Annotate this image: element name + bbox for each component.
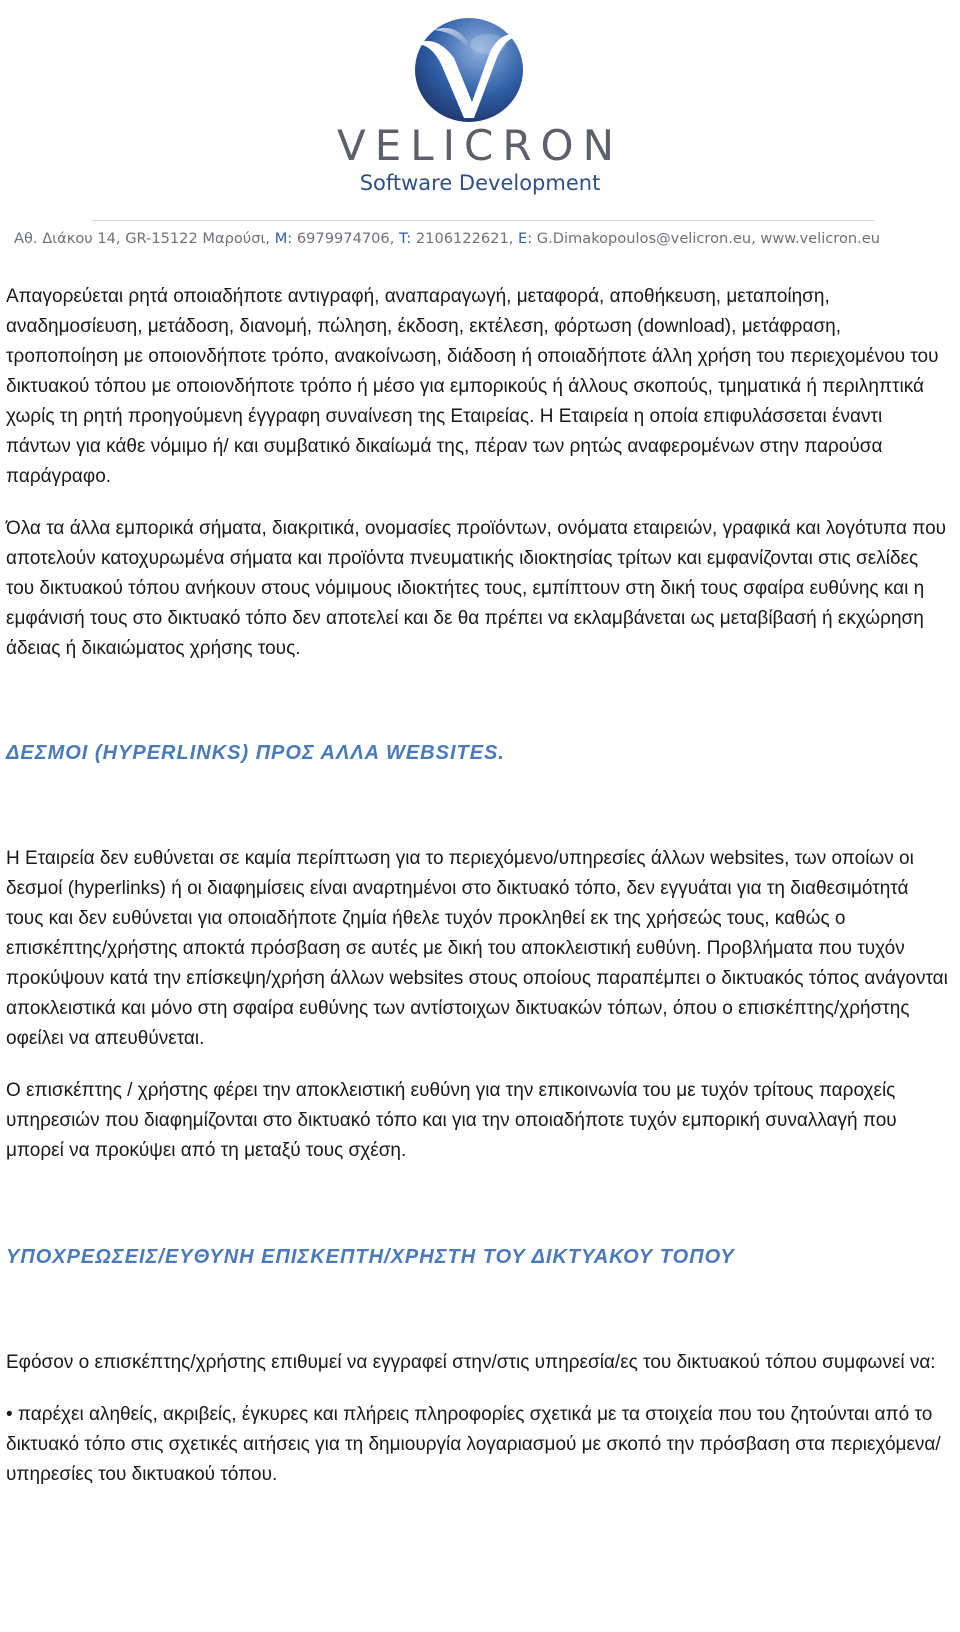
letterhead [0,0,960,260]
velicron-v-logo-icon [406,14,532,126]
contact-phone-label: T: [399,230,412,247]
brand-name: VELICRON [336,121,624,170]
header-divider [92,220,874,221]
registration-intro-paragraph: Εφόσον ο επισκέπτης/χρήστης επιθυμεί να εγγραφεί στην/στις υπηρεσία/ες του δικτυακού τόπου συμφωνεί να: [6,1352,936,1373]
registration-bullet-item: • παρέχει αληθείς, ακριβείς, έγκυρες και πλήρεις πληροφορίες σχετικά με τα στοιχεία που του ζητούνται από το δικτυακό τόπο στις σχετικές αιτήσεις για τη δημιουργία λογαριασμού με σκοπό την πρόσβαση στα περιεχόμενα/υπηρεσίες του δικτυακού τόπου. [6,1404,941,1485]
trademarks-paragraph: Όλα τα άλλα εμπορικά σήματα, διακριτικά, ονομασίες προϊόντων, ονόματα εταιρειών, γραφικά και λογότυπα που αποτελούν κατοχυρωμένα σήματα και προϊόντα πνευματικής ιδιοκτησίας τρίτων και εμφανίζονται στις σελίδες του δικτυακού τόπου ανήκουν στους νόμιμους ιδιοκτήτες τους, εμπίπτουν στη δική τους σφαίρα ευθύνης και η εμφάνισή τους στο δικτυακό τόπο δεν αποτελεί και δε θα πρέπει να εκλαμβάνεται ως μεταβίβασή ή εκχώρηση άδειας ή δικαιώματος χρήσης τους. [6,518,947,659]
contact-line [14,229,954,249]
hyperlinks-paragraph: Η Εταιρεία δεν ευθύνεται σε καμία περίπτωση για το περιεχόμενο/υπηρεσίες άλλων websites, των οποίων οι δεσμοί (hyperlinks) ή οι διαφημίσεις είναι αναρτημένοι στο δικτυακό τόπο, δεν εγγυάται για τη διαθεσιμότητά τους και δεν ευθύνεται για οποιαδήποτε ζημία ήθελε τυχόν προκληθεί εκ της χρήσεώς τους, καθώς ο επισκέπτης/χρήστης αποκτά πρόσβαση σε αυτές με δική του αποκλειστική ευθύνη. Προβλήματα που τυχόν προκύψουν κατά την επίσκεψη/χρήση άλλων websites στους οποίους παραπέμπει ο δικτυακός τόπος ανάγονται αποκλειστικά και μόνο στη σφαίρα ευθύνης των αντίστοιχων δικτυακών τόπων, όπου ο επισκέπτης/χρήστης οφείλει να απευθύνεται. [6,848,948,1049]
contact-email-label: E: [518,230,533,247]
user-obligations-section-heading: ΥΠΟΧΡΕΩΣΕΙΣ/ΕΥΘΥΝΗ ΕΠΙΣΚΕΠΤΗ/ΧΡΗΣΤΗ ΤΟΥ ΔΙΚΤΥΑΚΟΥ ΤΟΠΟΥ [6,1246,735,1268]
brand-tagline: Software Development [359,171,601,195]
contact-mobile: 6979974706, [296,230,395,247]
copyright-paragraph: Απαγορεύεται ρητά οποιαδήποτε αντιγραφή, αναπαραγωγή, μεταφορά, αποθήκευση, μεταποίηση, αναδημοσίευση, μετάδοση, διανομή, πώληση, έκδοση, εκτέλεση, φόρτωση (download), μετάφραση, τροποποίηση με οποιονδήποτε τρόπο, ανακοίνωση, διάδοση ή οποιαδήποτε άλλη χρήση του περιεχομένου του δικτυακού τόπου με οποιονδήποτε τρόπο ή μέσο για εμπορικούς ή άλλους σκοπούς, τμηματικά ή περιληπτικά χωρίς τη ρητή προηγούμενη έγγραφη συναίνεση της Εταιρείας. Η Εταιρεία η οποία επιφυλάσσεται έναντι πάντων για κάθε νόμιμο ή/ και συμβατικό δικαίωμά της, πέραν των ρητώς αναφερομένων στην παρούσα παράγραφο. [6,286,939,487]
contact-address: Αθ. Διάκου 14, GR-15122 Μαρούσι, [14,230,271,247]
hyperlinks-section-heading: ΔΕΣΜΟΙ (HYPERLINKS) ΠΡΟΣ ΑΛΛΑ WEBSITES. [6,742,505,764]
contact-mobile-label: M: [274,230,293,247]
contact-email-and-website: G.Dimakopoulos@velicron.eu, www.velicron.eu [536,230,881,247]
third-party-paragraph: Ο επισκέπτης / χρήστης φέρει την αποκλειστική ευθύνη για την επικοινωνία του με τυχόν τρίτους παροχείς υπηρεσιών που διαφημίζονται στο δικτυακό τόπο και για την οποιαδήποτε τυχόν εμπορική συναλλαγή που μπορεί να προκύψει από τη μεταξύ τους σχέση. [6,1080,897,1161]
document-body [6,282,950,1490]
contact-phone: 2106122621, [415,230,514,247]
